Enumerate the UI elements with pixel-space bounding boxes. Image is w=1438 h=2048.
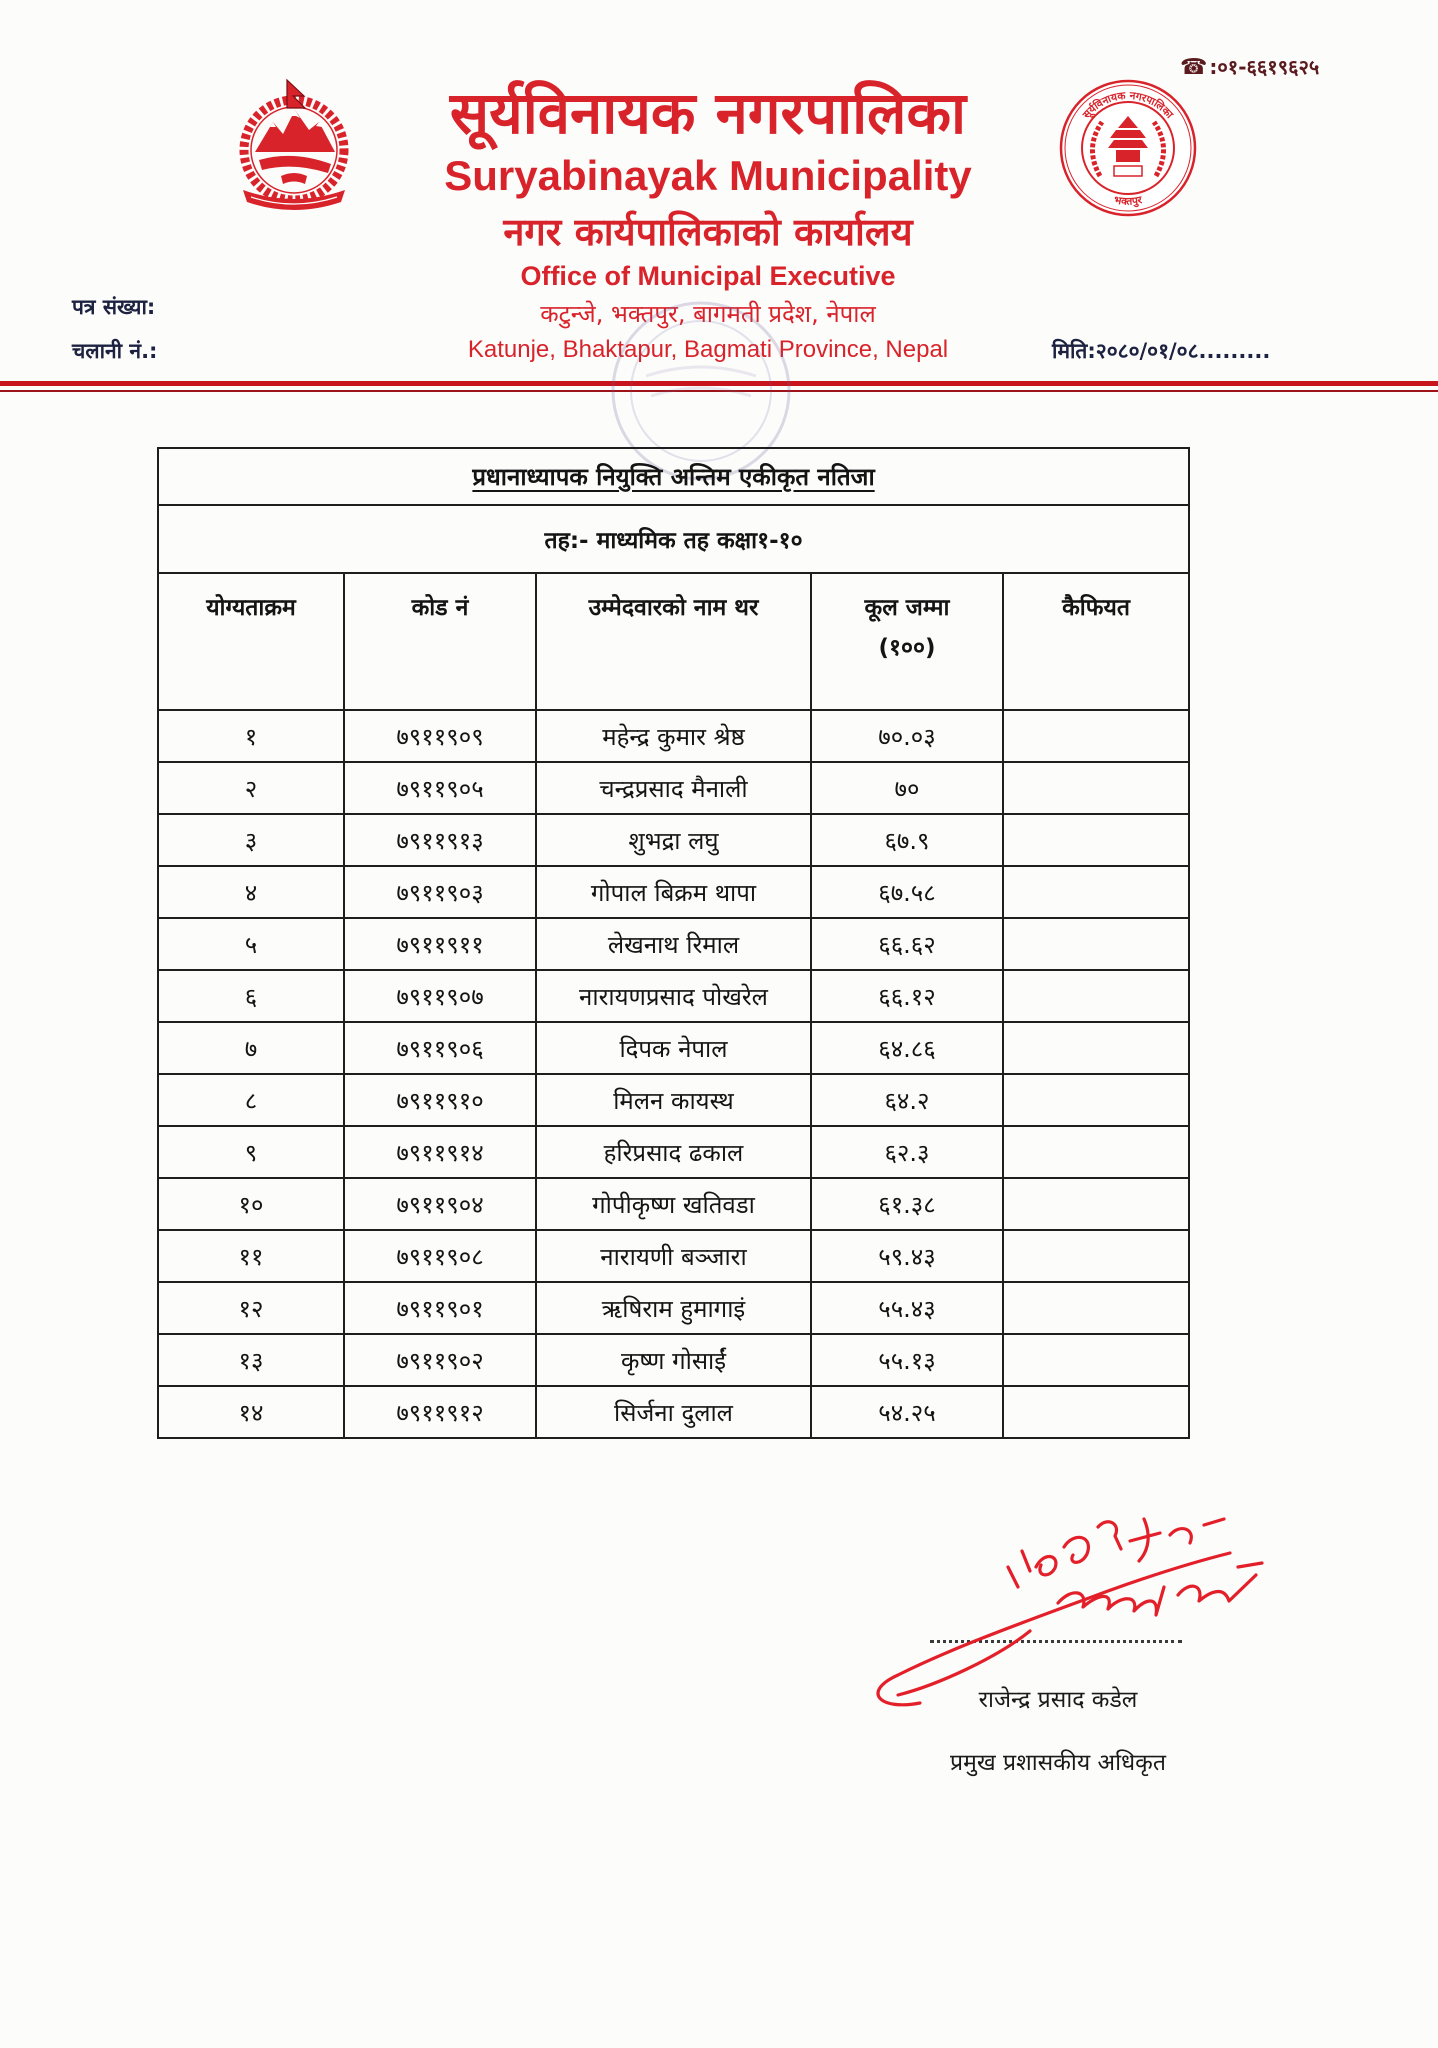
- cell-code: ७९११९०३: [344, 866, 536, 918]
- cell-code: ७९११९०७: [344, 970, 536, 1022]
- table-row: [158, 1126, 1189, 1178]
- cell-code: ७९११९०८: [344, 1230, 536, 1282]
- cell-name: कृष्ण गोसाईं: [536, 1334, 811, 1386]
- cell-name: गोपीकृष्ण खतिवडा: [536, 1178, 811, 1230]
- cell-code: ७९११९१४: [344, 1126, 536, 1178]
- cell-total: ५९.४३: [811, 1230, 1003, 1282]
- column-header-label: उम्मेदवारको नाम थर: [588, 595, 759, 621]
- cell-name: लेखनाथ रिमाल: [536, 918, 811, 970]
- cell-remarks: [1003, 1074, 1189, 1126]
- cell-code: ७९११९०१: [344, 1282, 536, 1334]
- cell-remarks: [1003, 710, 1189, 762]
- cell-total: ५४.२५: [811, 1386, 1003, 1438]
- table-title-row: [158, 448, 1189, 505]
- phone-text: :०१-६६१९६२५: [1209, 55, 1320, 79]
- column-header-remarks: [1003, 573, 1189, 710]
- cell-name: मिलन कायस्थ: [536, 1074, 811, 1126]
- table-level-row: [158, 505, 1189, 573]
- office-name-nepali: नगर कार्यपालिकाको कार्यालय: [503, 210, 913, 254]
- phone-icon: ☎: [1180, 55, 1208, 80]
- cell-name: गोपाल बिक्रम थापा: [536, 866, 811, 918]
- cell-name: चन्द्रप्रसाद मैनाली: [536, 762, 811, 814]
- cell-code: ७९११९०५: [344, 762, 536, 814]
- cell-total: ६२.३: [811, 1126, 1003, 1178]
- cell-code: ७९११९०२: [344, 1334, 536, 1386]
- cell-total: ५५.१३: [811, 1334, 1003, 1386]
- column-header-rank: [158, 573, 344, 710]
- result-title: प्रधानाध्यापक नियुक्ति अन्तिम एकीकृत नतिजा: [472, 463, 875, 491]
- cell-rank: २: [158, 762, 344, 814]
- cell-remarks: [1003, 1230, 1189, 1282]
- cell-remarks: [1003, 1022, 1189, 1074]
- cell-remarks: [1003, 1334, 1189, 1386]
- cell-code: ७९११९१२: [344, 1386, 536, 1438]
- cell-rank: १३: [158, 1334, 344, 1386]
- cell-name: सिर्जना दुलाल: [536, 1386, 811, 1438]
- cell-total: ६६.१२: [811, 970, 1003, 1022]
- signatory-designation: प्रमुख प्रशासकीय अधिकृत: [950, 1750, 1166, 1776]
- cell-rank: ४: [158, 866, 344, 918]
- result-title-cell: [158, 448, 1189, 505]
- cell-total: ६६.६२: [811, 918, 1003, 970]
- cell-total: ६१.३८: [811, 1178, 1003, 1230]
- office-name-english: Office of Municipal Executive: [520, 261, 896, 291]
- cell-rank: १: [158, 710, 344, 762]
- phone-number: [1180, 52, 1319, 83]
- cell-name: शुभद्रा लघु: [536, 814, 811, 866]
- table-row: [158, 1022, 1189, 1074]
- cell-total: ७०.०३: [811, 710, 1003, 762]
- cell-name: ऋषिराम हुमागाइं: [536, 1282, 811, 1334]
- svg-text:भक्तपुर: [1113, 194, 1144, 209]
- cell-rank: ९: [158, 1126, 344, 1178]
- table-header-row: [158, 573, 1189, 710]
- cell-rank: १४: [158, 1386, 344, 1438]
- cell-rank: ७: [158, 1022, 344, 1074]
- dispatch-number-label: चलानी नं.:: [72, 339, 158, 363]
- cell-rank: ३: [158, 814, 344, 866]
- column-header-label: कैफियत: [1062, 595, 1130, 621]
- cell-remarks: [1003, 1178, 1189, 1230]
- cell-remarks: [1003, 918, 1189, 970]
- cell-code: ७९११९११: [344, 918, 536, 970]
- cell-total: ६७.५८: [811, 866, 1003, 918]
- cell-code: ७९११९१०: [344, 1074, 536, 1126]
- cell-total: ७०: [811, 762, 1003, 814]
- cell-remarks: [1003, 1126, 1189, 1178]
- cell-rank: ८: [158, 1074, 344, 1126]
- cell-remarks: [1003, 814, 1189, 866]
- table-row: [158, 970, 1189, 1022]
- table-row: [158, 1178, 1189, 1230]
- column-header-code: [344, 573, 536, 710]
- column-header-label: कूल जम्मा: [864, 595, 950, 621]
- cell-code: ७९११९०६: [344, 1022, 536, 1074]
- cell-total: ६७.९: [811, 814, 1003, 866]
- seal-ring-top-text: सूर्यविनायक नगरपालिका: [1080, 89, 1176, 121]
- table-row: [158, 1334, 1189, 1386]
- address-english: Katunje, Bhaktapur, Bagmati Province, Nepal: [467, 336, 949, 363]
- cell-remarks: [1003, 1282, 1189, 1334]
- cell-code: ७९११९१३: [344, 814, 536, 866]
- letter-number-label: पत्र संख्या:: [72, 295, 156, 319]
- cell-remarks: [1003, 1386, 1189, 1438]
- header-divider-thin: [0, 390, 1438, 392]
- table-row: [158, 1230, 1189, 1282]
- municipality-name-nepali: सूर्यविनायक नगरपालिका: [449, 79, 967, 147]
- cell-name: नारायणप्रसाद पोखरेल: [536, 970, 811, 1022]
- cell-rank: १०: [158, 1178, 344, 1230]
- cell-name: महेन्द्र कुमार श्रेष्ठ: [536, 710, 811, 762]
- cell-rank: १२: [158, 1282, 344, 1334]
- table-row: [158, 918, 1189, 970]
- table-row: [158, 1386, 1189, 1438]
- result-level: तह:- माध्यमिक तह कक्षा१-१०: [158, 505, 1189, 573]
- cell-code: ७९११९०४: [344, 1178, 536, 1230]
- cell-rank: ११: [158, 1230, 344, 1282]
- results-table: [157, 447, 1190, 1439]
- cell-rank: ६: [158, 970, 344, 1022]
- letter-date: मिति:२०८०/०१/०८.........: [1052, 339, 1271, 363]
- cell-remarks: [1003, 762, 1189, 814]
- municipality-name-english: Suryabinayak Municipality: [444, 152, 972, 199]
- address-nepali: कटुन्जे, भक्तपुर, बागमती प्रदेश, नेपाल: [540, 300, 876, 328]
- table-body: [158, 710, 1189, 1438]
- cell-rank: ५: [158, 918, 344, 970]
- table-row: [158, 814, 1189, 866]
- column-header-candidate-name: [536, 573, 811, 710]
- cell-total: ५५.४३: [811, 1282, 1003, 1334]
- table-row: [158, 1282, 1189, 1334]
- column-header-label: योग्यताक्रम: [206, 595, 296, 621]
- cell-name: दिपक नेपाल: [536, 1022, 811, 1074]
- cell-name: हरिप्रसाद ढकाल: [536, 1126, 811, 1178]
- cell-name: नारायणी बञ्जारा: [536, 1230, 811, 1282]
- table-row: [158, 1074, 1189, 1126]
- signatory-name: राजेन्द्र प्रसाद कडेल: [978, 1687, 1138, 1713]
- table-row: [158, 866, 1189, 918]
- header-divider: [0, 381, 1438, 386]
- table-row: [158, 710, 1189, 762]
- column-header-label: कोड नं: [411, 595, 469, 621]
- column-header-sublabel: (१००): [878, 635, 936, 661]
- cell-total: ६४.२: [811, 1074, 1003, 1126]
- column-header-total: [811, 573, 1003, 710]
- seal-ring-bottom-text: भक्तपुर: [1112, 194, 1144, 208]
- cell-remarks: [1003, 970, 1189, 1022]
- table-row: [158, 762, 1189, 814]
- cell-remarks: [1003, 866, 1189, 918]
- cell-code: ७९११९०९: [344, 710, 536, 762]
- cell-total: ६४.८६: [811, 1022, 1003, 1074]
